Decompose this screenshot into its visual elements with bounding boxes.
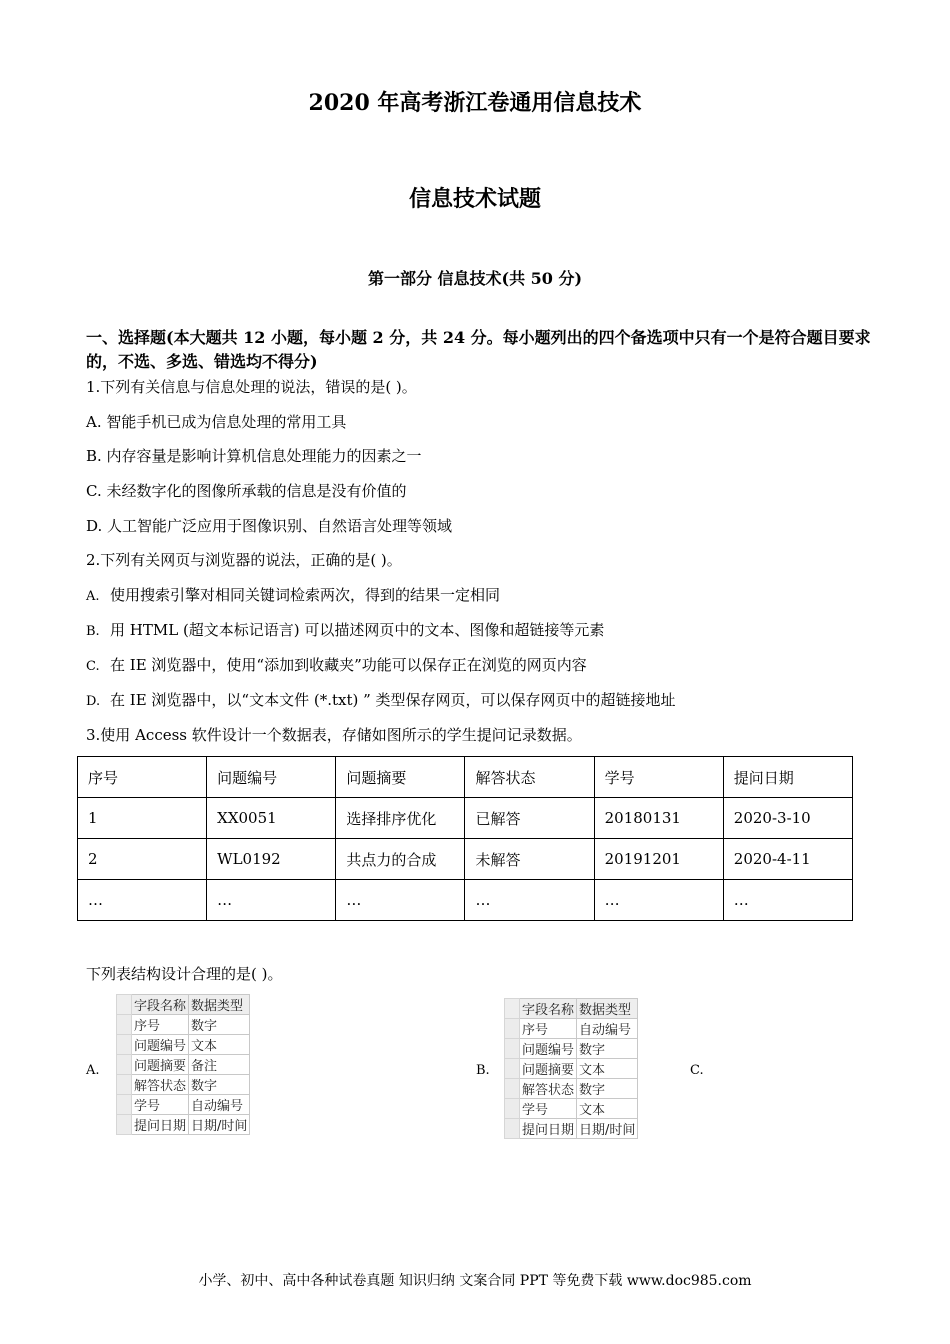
field-type: 日期/时间 bbox=[577, 1119, 638, 1139]
table-header-cell: 问题编号 bbox=[207, 757, 336, 798]
design-header-row bbox=[505, 999, 638, 1019]
q1-option-d: D. 人工智能广泛应用于图像识别、自然语言处理等领域 bbox=[86, 517, 453, 535]
field-type: 文本 bbox=[577, 1059, 638, 1079]
design-header-cell: 字段名称 bbox=[132, 995, 189, 1015]
field-type: 自动编号 bbox=[577, 1019, 638, 1039]
option-label: D. bbox=[86, 694, 101, 709]
table-header-cell: 问题摘要 bbox=[336, 757, 465, 798]
design-row bbox=[505, 1059, 638, 1079]
field-name: 序号 bbox=[520, 1019, 577, 1039]
design-row bbox=[505, 1099, 638, 1119]
q3-option-b-label: B. bbox=[476, 1063, 490, 1078]
design-row bbox=[117, 1075, 250, 1095]
row-selector bbox=[117, 1055, 132, 1075]
option-text: 用 HTML (超文本标记语言) 可以描述网页中的文本、图像和超链接等元素 bbox=[110, 621, 605, 639]
row-selector bbox=[117, 1115, 132, 1135]
table-row bbox=[78, 839, 853, 880]
row-selector bbox=[505, 1119, 520, 1139]
design-header-cell: 数据类型 bbox=[189, 995, 250, 1015]
row-selector bbox=[117, 1015, 132, 1035]
row-selector bbox=[505, 1099, 520, 1119]
field-type: 数字 bbox=[189, 1075, 250, 1095]
table-cell: 1 bbox=[78, 798, 207, 839]
field-type: 数字 bbox=[577, 1039, 638, 1059]
table-cell: … bbox=[594, 880, 723, 921]
row-selector bbox=[117, 1035, 132, 1055]
q3-prompt: 下列表结构设计合理的是( )。 bbox=[86, 965, 283, 983]
field-type: 日期/时间 bbox=[189, 1115, 250, 1135]
option-text: 在 IE 浏览器中，以“文本文件 (*.txt) ” 类型保存网页，可以保存网页中的超链接地址 bbox=[110, 691, 676, 709]
field-name: 提问日期 bbox=[520, 1119, 577, 1139]
table-header-cell: 学号 bbox=[594, 757, 723, 798]
part-heading: 第一部分 信息技术(共 50 分) bbox=[367, 269, 583, 288]
option-label: B. bbox=[86, 624, 100, 639]
q3-option-b-design-table bbox=[504, 998, 638, 1139]
field-name: 解答状态 bbox=[520, 1079, 577, 1099]
section-heading: 一、选择题(本大题共 12 小题，每小题 2 分，共 24 分。每小题列出的四个备选项中只有一个是符合题目要求的，不选、多选、错选均不得分) bbox=[86, 328, 871, 371]
field-name: 解答状态 bbox=[132, 1075, 189, 1095]
table-header-cell: 序号 bbox=[78, 757, 207, 798]
field-type: 自动编号 bbox=[189, 1095, 250, 1115]
q3-option-c-label: C. bbox=[690, 1063, 704, 1078]
table-cell: 已解答 bbox=[465, 798, 594, 839]
field-type: 数字 bbox=[189, 1015, 250, 1035]
q2-option-c bbox=[86, 654, 587, 675]
design-row bbox=[117, 1015, 250, 1035]
row-selector bbox=[117, 995, 132, 1015]
field-name: 序号 bbox=[132, 1015, 189, 1035]
design-row bbox=[505, 1039, 638, 1059]
table-cell: 选择排序优化 bbox=[336, 798, 465, 839]
q1-stem: 1.下列有关信息与信息处理的说法，错误的是( )。 bbox=[86, 378, 417, 396]
table-cell: 2020-4-11 bbox=[723, 839, 852, 880]
table-cell: WL0192 bbox=[207, 839, 336, 880]
option-label: C. bbox=[86, 659, 100, 674]
field-name: 问题摘要 bbox=[132, 1055, 189, 1075]
option-text: 在 IE 浏览器中，使用“添加到收藏夹”功能可以保存正在浏览的网页内容 bbox=[110, 656, 587, 674]
design-header-cell: 字段名称 bbox=[520, 999, 577, 1019]
table-cell: … bbox=[465, 880, 594, 921]
table-cell: 2020-3-10 bbox=[723, 798, 852, 839]
row-selector bbox=[117, 1095, 132, 1115]
q1-option-b: B. 内存容量是影响计算机信息处理能力的因素之一 bbox=[86, 447, 422, 465]
q3-option-a-design-table bbox=[116, 994, 250, 1135]
table-cell: … bbox=[207, 880, 336, 921]
field-type: 文本 bbox=[577, 1099, 638, 1119]
field-name: 学号 bbox=[520, 1099, 577, 1119]
field-type: 备注 bbox=[189, 1055, 250, 1075]
exam-title: 2020 年高考浙江卷通用信息技术 bbox=[308, 90, 642, 116]
q1-option-c: C. 未经数字化的图像所承载的信息是没有价值的 bbox=[86, 482, 407, 500]
row-selector bbox=[117, 1075, 132, 1095]
design-header-row bbox=[117, 995, 250, 1015]
exam-subtitle: 信息技术试题 bbox=[408, 186, 541, 212]
row-selector bbox=[505, 1019, 520, 1039]
table-header-cell: 解答状态 bbox=[465, 757, 594, 798]
field-type: 文本 bbox=[189, 1035, 250, 1055]
page-footer: 小学、初中、高中各种试卷真题 知识归纳 文案合同 PPT 等免费下载 www.doc985.com bbox=[198, 1273, 752, 1289]
design-row bbox=[117, 1115, 250, 1135]
table-cell: 2 bbox=[78, 839, 207, 880]
table-cell: … bbox=[78, 880, 207, 921]
table-header-row bbox=[78, 757, 853, 798]
row-selector bbox=[505, 1059, 520, 1079]
table-cell: 未解答 bbox=[465, 839, 594, 880]
table-cell: 20180131 bbox=[594, 798, 723, 839]
field-name: 学号 bbox=[132, 1095, 189, 1115]
field-type: 数字 bbox=[577, 1079, 638, 1099]
q2-option-b bbox=[86, 619, 604, 640]
field-name: 提问日期 bbox=[132, 1115, 189, 1135]
table-cell: … bbox=[723, 880, 852, 921]
q3-stem: 3.使用 Access 软件设计一个数据表，存储如图所示的学生提问记录数据。 bbox=[86, 726, 582, 744]
design-row bbox=[117, 1035, 250, 1055]
q1-option-a: A. 智能手机已成为信息处理的常用工具 bbox=[86, 413, 347, 431]
table-cell: 20191201 bbox=[594, 839, 723, 880]
field-name: 问题编号 bbox=[132, 1035, 189, 1055]
table-header-cell: 提问日期 bbox=[723, 757, 852, 798]
option-text: 使用搜索引擎对相同关键词检索两次，得到的结果一定相同 bbox=[110, 586, 501, 604]
table-cell: 共点力的合成 bbox=[336, 839, 465, 880]
row-selector bbox=[505, 999, 520, 1019]
option-label: A. bbox=[86, 589, 100, 604]
table-row bbox=[78, 798, 853, 839]
design-row bbox=[117, 1095, 250, 1115]
q2-option-d bbox=[86, 689, 676, 710]
q2-option-a bbox=[86, 584, 500, 605]
design-row bbox=[117, 1055, 250, 1075]
design-row bbox=[505, 1079, 638, 1099]
table-row bbox=[78, 880, 853, 921]
field-name: 问题编号 bbox=[520, 1039, 577, 1059]
row-selector bbox=[505, 1079, 520, 1099]
table-cell: XX0051 bbox=[207, 798, 336, 839]
design-header-cell: 数据类型 bbox=[577, 999, 638, 1019]
q2-stem: 2.下列有关网页与浏览器的说法，正确的是( )。 bbox=[86, 551, 402, 569]
q3-option-a-label: A. bbox=[86, 1063, 100, 1078]
table-cell: … bbox=[336, 880, 465, 921]
design-row bbox=[505, 1119, 638, 1139]
design-row bbox=[505, 1019, 638, 1039]
field-name: 问题摘要 bbox=[520, 1059, 577, 1079]
row-selector bbox=[505, 1039, 520, 1059]
records-table bbox=[77, 756, 853, 921]
